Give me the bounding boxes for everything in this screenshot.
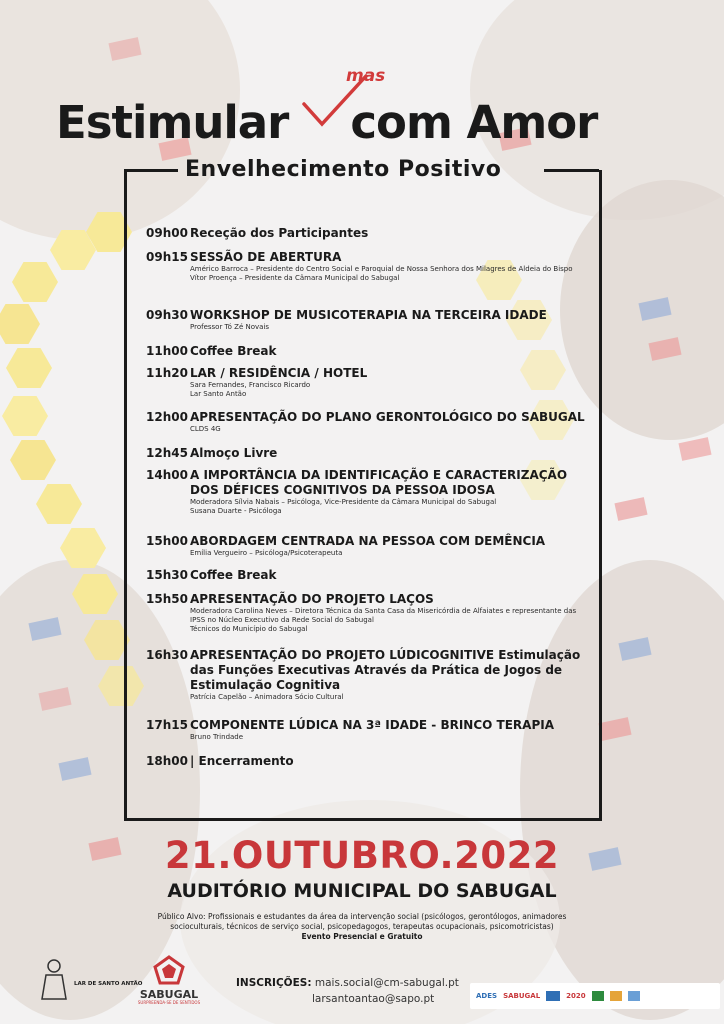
item-time: 12h45 (146, 446, 188, 460)
registration-email-2[interactable]: larsantoantao@sapo.pt (312, 993, 435, 1005)
page-title (56, 96, 597, 149)
footer (0, 955, 724, 1024)
item-label: COMPONENTE LÚDICA NA 3ª IDADE - BRINCO TERAPIA (190, 718, 554, 732)
registration-label: INSCRIÇÕES: (236, 977, 312, 989)
item-detail: Sara Fernandes, Francisco Ricardo (190, 381, 311, 389)
title-left: Estimular (56, 96, 289, 149)
program-item (146, 344, 586, 366)
program-item (146, 308, 586, 344)
item-label: LAR / RESIDÊNCIA / HOTEL (190, 366, 368, 380)
sabugal-emblem-icon (152, 955, 186, 985)
lar-santo-antao-logo (34, 957, 143, 1005)
program-item (146, 534, 586, 568)
item-time: 18h00 (146, 754, 188, 768)
item-detail: Professor Tó Zé Novais (190, 323, 270, 331)
item-time: 15h30 (146, 568, 188, 582)
sabugal-logo (134, 955, 204, 1005)
item-detail: Bruno Trindade (190, 733, 244, 741)
partner-logo-sabugal: SABUGAL (503, 992, 541, 1000)
item-label: Coffee Break (190, 568, 277, 582)
partner-icon (610, 991, 622, 1001)
item-label: SESSÃO DE ABERTURA (190, 250, 342, 264)
program-item (146, 718, 586, 754)
audience-info (150, 912, 574, 942)
page-subtitle: Envelhecimento Positivo (185, 157, 502, 182)
partner-logo-2020: 2020 (566, 992, 586, 1000)
title-right: com Amor (350, 96, 598, 149)
item-label: APRESENTAÇÃO DO PROJETO LÚDICOGNITIVE Estimulação das Funções Executivas Através da Prática de Jogos de Estimulação Cognitiva (190, 648, 581, 692)
program-item (146, 410, 586, 446)
item-detail: Patrícia Capelão – Animadora Sócio Cultural (190, 693, 344, 701)
item-detail: Técnicos do Município do Sabugal (190, 625, 308, 633)
program-item (146, 446, 586, 468)
item-label: Coffee Break (190, 344, 277, 358)
item-detail: Moderadora Carolina Neves – Diretora Técnica da Santa Casa da Misericórdia de Alfaiates e representante das IPSS no Núcleo Executivo da Rede Social do Sabugal (190, 607, 577, 624)
program-item (146, 754, 586, 776)
program-item (146, 592, 586, 648)
event-format: Evento Presencial e Gratuito (301, 932, 423, 941)
item-time: 11h20 (146, 366, 188, 380)
partner-icon (628, 991, 640, 1001)
item-label: | Encerramento (190, 754, 294, 768)
saint-figure-icon (34, 957, 74, 1001)
event-date: 21.OUTUBRO.2022 (164, 834, 560, 877)
program-item (146, 568, 586, 592)
sabugal-tagline: SURPREENDA-SE DE SENTIDOS (137, 1000, 201, 1005)
item-detail: Susana Duarte - Psicóloga (190, 507, 282, 515)
item-label: Almoço Livre (190, 446, 278, 460)
item-detail: CLDS 4G (190, 425, 221, 433)
program-item (146, 366, 586, 410)
item-label: Receção dos Participantes (190, 226, 369, 240)
event-venue: AUDITÓRIO MUNICIPAL DO SABUGAL (167, 880, 557, 902)
audience-text: Público Alvo: Profissionais e estudantes da área da intervenção social (psicólogos, gerontólogos, animadores socioculturais, técnicos de serviço social, psicopedagogos, terapeutas ocupacionais, psicomotricistas) (157, 912, 567, 931)
item-time: 09h15 (146, 250, 188, 264)
item-time: 16h30 (146, 648, 188, 662)
item-detail: Lar Santo Antão (190, 390, 247, 398)
item-time: 09h00 (146, 226, 188, 240)
item-detail: Américo Barroca – Presidente do Centro Social e Paroquial de Nossa Senhora dos Milagres de Aldeia do Bispo (190, 265, 573, 273)
program-item (146, 648, 586, 718)
title-inserted-word: mas (346, 66, 386, 86)
item-time: 12h00 (146, 410, 188, 424)
item-label: APRESENTAÇÃO DO PROJETO LAÇOS (190, 592, 434, 606)
lar-logo-text: LAR DE SANTO ANTÃO (74, 981, 143, 987)
registration-email-1[interactable]: mais.social@cm-sabugal.pt (314, 977, 459, 989)
sabugal-logo-text: SABUGAL (139, 988, 199, 1001)
program-item (146, 468, 586, 534)
program-item (146, 226, 586, 250)
item-label: ABORDAGEM CENTRADA NA PESSOA COM DEMÊNCIA (190, 534, 546, 548)
item-time: 15h50 (146, 592, 188, 606)
item-time: 17h15 (146, 718, 188, 732)
partner-logos-bar (470, 983, 720, 1009)
item-time: 14h00 (146, 468, 188, 482)
item-time: 09h30 (146, 308, 188, 322)
item-detail: Vítor Proença – Presidente da Câmara Municipal do Sabugal (190, 274, 400, 282)
program-item (146, 250, 586, 308)
item-detail: Emília Vergueiro – Psicóloga/Psicoterapeuta (190, 549, 343, 557)
program-list (146, 226, 586, 776)
item-label: A IMPORTÂNCIA DA IDENTIFICAÇÃO E CARACTERIZAÇÃO DOS DÉFICES COGNITIVOS DA PESSOA IDOSA (190, 468, 568, 497)
item-detail: Moderadora Sílvia Nabais – Psicóloga, Vice-Presidente da Câmara Municipal do Sabugal (190, 498, 497, 506)
item-label: APRESENTAÇÃO DO PLANO GERONTOLÓGICO DO SABUGAL (190, 410, 585, 424)
eu-flag-icon (546, 991, 560, 1001)
item-time: 11h00 (146, 344, 188, 358)
registration (236, 977, 459, 1005)
partner-logo-ades: ADES (476, 992, 498, 1000)
portugal-flag-icon (592, 991, 604, 1001)
item-time: 15h00 (146, 534, 188, 548)
item-label: WORKSHOP DE MUSICOTERAPIA NA TERCEIRA IDADE (190, 308, 547, 322)
